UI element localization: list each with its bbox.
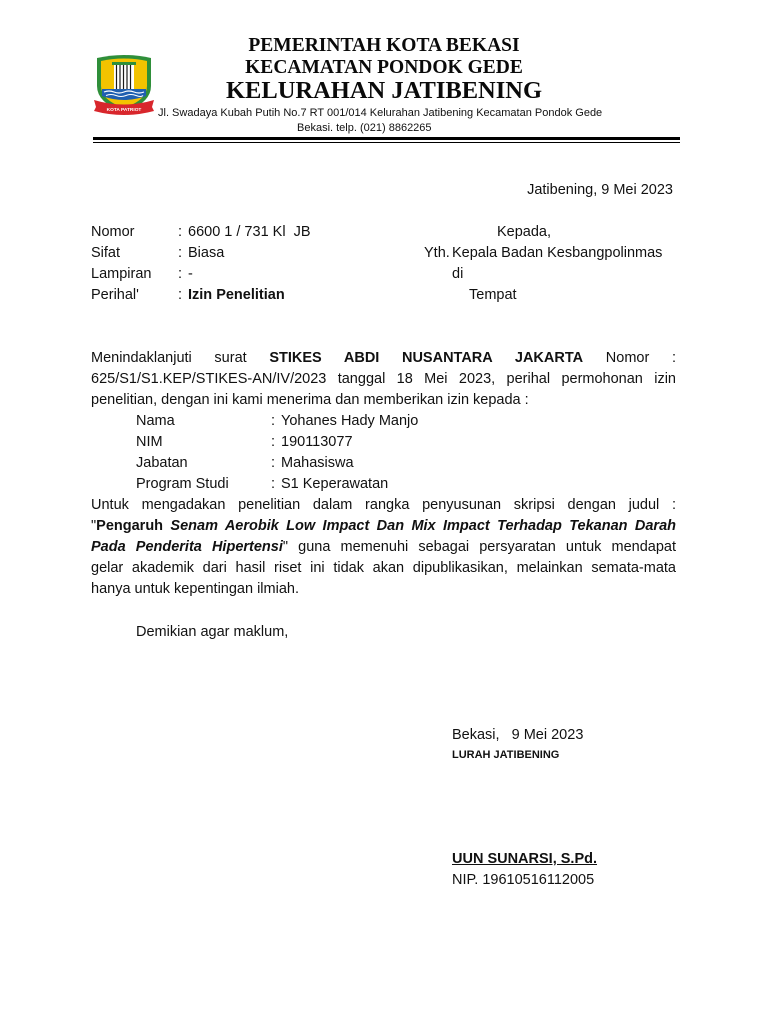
intro-line-3: penelitian, dengan ini kami menerima dan memberikan izin kepada : — [91, 392, 529, 408]
field-label-nomor: Nomor — [91, 224, 135, 240]
field-separator: : — [178, 266, 183, 282]
field-label-lampiran: Lampiran — [91, 266, 152, 282]
title-close-quote: " — [282, 539, 289, 555]
village-heading: KELURAHAN JATIBENING — [225, 77, 543, 104]
recipient-at: di — [452, 266, 464, 282]
signatory-nip: NIP. 19610516112005 — [452, 872, 595, 888]
field-value-nomor: 6600 1 / 731 Kl JB — [188, 224, 311, 240]
signature-title: LURAH JATIBENING — [452, 749, 560, 761]
recipient-place: Tempat — [469, 287, 517, 303]
person-separator: : — [271, 476, 276, 492]
intro-lead: Menindaklanjuti surat — [91, 350, 247, 366]
person-value-nama: Yohanes Hady Manjo — [281, 413, 419, 429]
field-value-lampiran: - — [188, 266, 193, 282]
signatory-name: UUN SUNARSI, S.Pd. — [452, 851, 598, 867]
field-label-sifat: Sifat — [91, 245, 121, 261]
letter-date: Jatibening, 9 Mei 2023 — [527, 182, 673, 198]
office-contact: Bekasi. telp. (021) 8862265 — [297, 122, 432, 134]
purpose-line-4: gelar akademik dari hasil riset ini tidak akan dipublikasikan, melainkan semata-mata — [91, 560, 676, 576]
person-value-jabatan: Mahasiswa — [281, 455, 354, 471]
signature-place-date: Bekasi, 9 Mei 2023 — [452, 727, 584, 743]
intro-line-1 — [91, 348, 676, 369]
purpose-line-2 — [91, 516, 676, 537]
letterhead-rule-thin — [93, 142, 680, 143]
person-label-program: Program Studi — [136, 476, 229, 492]
purpose-line-3 — [91, 537, 676, 558]
office-address: Jl. Swadaya Kubah Putih No.7 RT 001/014 Kelurahan Jatibening Kecamatan Pondok Gede — [158, 107, 603, 119]
title-line-2: Pada Penderita Hipertensi — [91, 539, 283, 555]
person-separator: : — [271, 434, 276, 450]
intro-institution: STIKES ABDI NUSANTARA JAKARTA — [269, 350, 584, 366]
purpose-line-5: hanya untuk kepentingan ilmiah. — [91, 581, 299, 597]
field-value-sifat: Biasa — [188, 245, 225, 261]
purpose-line-3-rest: guna memenuhi sebagai persyaratan untuk mendapat — [298, 539, 677, 555]
person-separator: : — [271, 455, 276, 471]
letterhead-rule — [93, 137, 680, 140]
person-separator: : — [271, 413, 276, 429]
intro-line-2: 625/S1/S1.KEP/STIKES-AN/IV/2023 tanggal 18 Mei 2023, perihal permohonan izin — [91, 371, 676, 387]
title-open-quote: " — [91, 518, 97, 534]
closing-remark: Demikian agar maklum, — [136, 624, 289, 640]
recipient-to: Kepada, — [497, 224, 552, 240]
purpose-line-1: Untuk mengadakan penelitian dalam rangka penyusunan skripsi dengan judul : — [91, 497, 676, 513]
government-heading: PEMERINTAH KOTA BEKASI — [248, 35, 520, 56]
district-heading: KECAMATAN PONDOK GEDE — [245, 57, 523, 78]
field-value-perihal: Izin Penelitian — [188, 287, 285, 303]
recipient-honorific: Yth. — [424, 245, 450, 261]
title-line-1: Senam Aerobik Low Impact Dan Mix Impact Terhadap Tekanan Darah — [170, 518, 676, 534]
field-separator: : — [178, 224, 183, 240]
title-first-word: Pengaruh — [96, 518, 164, 534]
intro-ref-label: Nomor : — [605, 350, 676, 366]
person-label-nim: NIM — [136, 434, 163, 450]
person-value-program: S1 Keperawatan — [281, 476, 389, 492]
field-separator: : — [178, 287, 183, 303]
logo-motto: KOTA PATRIOT — [106, 108, 142, 113]
person-value-nim: 190113077 — [281, 434, 353, 450]
field-separator: : — [178, 245, 183, 261]
person-label-jabatan: Jabatan — [136, 455, 188, 471]
person-label-nama: Nama — [136, 413, 175, 429]
field-label-perihal: Perihal' — [91, 287, 139, 303]
recipient-name: Kepala Badan Kesbangpolinmas — [452, 245, 663, 261]
